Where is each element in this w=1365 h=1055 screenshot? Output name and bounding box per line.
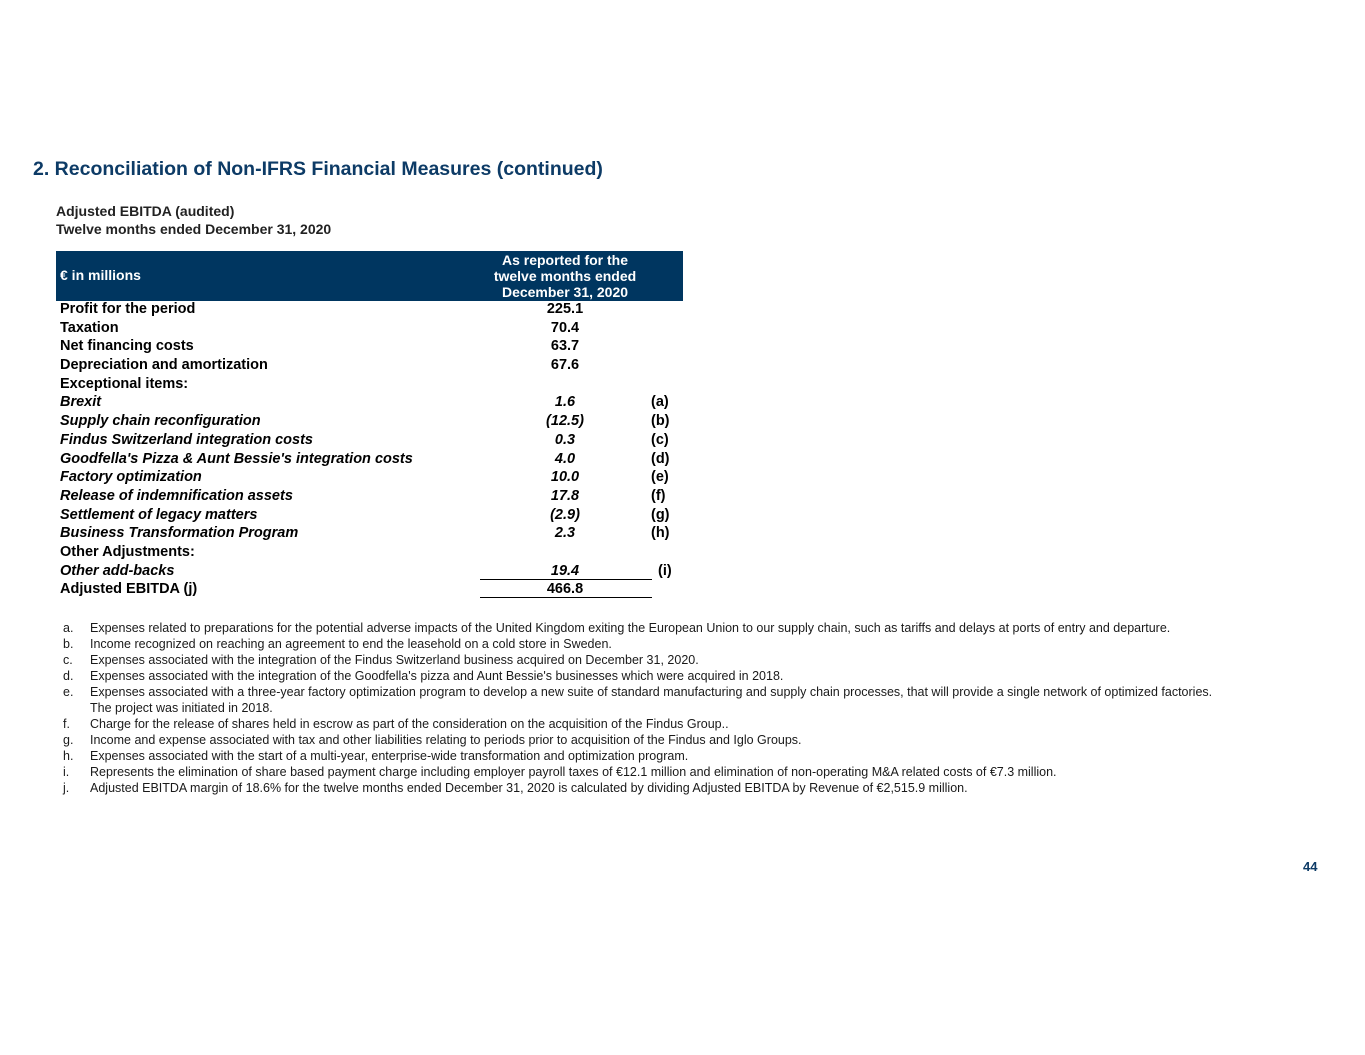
footnote-letter: g.: [63, 733, 74, 747]
footnote: [63, 684, 1233, 716]
table-row: [56, 451, 683, 470]
row-label: Business Transformation Program: [60, 525, 299, 542]
row-value: 2.3: [554, 525, 576, 542]
row-value: (2.9): [550, 506, 580, 523]
footnote-letter: f.: [63, 717, 70, 731]
footnote-text: Represents the elimination of share based payment charge including employer payroll taxes of €12.1 million and elimination of non-operating M&A related costs of €7.3 million.: [90, 765, 1057, 779]
table-row: [56, 488, 683, 507]
row-value: 19.4: [480, 563, 650, 579]
table-period: Twelve months ended December 31, 2020: [56, 221, 332, 237]
footnote-text: Charge for the release of shares held in escrow as part of the consideration on the acquisition of the Findus Group..: [90, 717, 729, 731]
header-column-line: twelve months ended: [493, 268, 637, 284]
page-number: 44: [1303, 859, 1318, 874]
table-row: [56, 469, 683, 488]
footnote: [63, 652, 1233, 668]
row-footnote-ref: (a): [651, 394, 669, 411]
ebitda-table: [56, 251, 683, 600]
header-label: € in millions: [60, 267, 141, 283]
page-title: 2. Reconciliation of Non-IFRS Financial Measures (continued): [33, 158, 603, 180]
header-column: [480, 251, 650, 300]
section-label: Other Adjustments:: [60, 543, 195, 560]
footnote-letter: b.: [63, 637, 74, 651]
table-row: [56, 357, 683, 376]
footnote: [63, 780, 1233, 796]
footnote-letter: c.: [63, 653, 73, 667]
row-footnote-ref: (b): [651, 413, 670, 430]
table-row: [56, 507, 683, 526]
row-label: Brexit: [60, 394, 102, 411]
row-footnote-ref: (d): [651, 450, 670, 467]
footnote-text: Expenses associated with a three-year factory optimization program to develop a new suite of standard manufacturing and supply chain processes, that will provide a single network of optimized factories. The project was initiated in 2018.: [90, 685, 1213, 715]
row-value: 1.6: [554, 394, 576, 411]
footnotes: [63, 620, 1233, 796]
table-row: [56, 320, 683, 339]
table-subtitle: Adjusted EBITDA (audited): [56, 203, 235, 219]
row-label: Factory optimization: [60, 469, 202, 486]
footnote-letter: h.: [63, 749, 74, 763]
table-row: [56, 301, 683, 320]
row-value: 70.4: [550, 319, 580, 336]
row-value: 17.8: [550, 487, 580, 504]
table-row: [56, 394, 683, 413]
footnote-text: Expenses associated with the integration of the Findus Switzerland business acquired on December 31, 2020.: [90, 653, 699, 667]
footnote-text: Income recognized on reaching an agreement to end the leasehold on a cold store in Sweden.: [90, 637, 612, 651]
row-label: Settlement of legacy matters: [60, 506, 258, 523]
footnote-text: Expenses associated with the start of a multi-year, enterprise-wide transformation and optimization program.: [90, 749, 689, 763]
row-footnote-ref: (i): [658, 562, 672, 579]
table-row: [56, 432, 683, 451]
row-value: 0.3: [554, 431, 576, 448]
row-label: Net financing costs: [60, 338, 194, 355]
row-label: Goodfella's Pizza & Aunt Bessie's integration costs: [60, 450, 413, 467]
row-value: 67.6: [550, 357, 580, 374]
row-label: Taxation: [60, 319, 119, 336]
footnote-letter: i.: [63, 765, 70, 779]
table-row: [56, 338, 683, 357]
total-label: Adjusted EBITDA (j): [60, 581, 198, 598]
footnote-text: Income and expense associated with tax and other liabilities relating to periods prior to acquisition of the Findus and Iglo Groups.: [90, 733, 802, 747]
table-section-row: [56, 376, 683, 395]
row-footnote-ref: (h): [651, 525, 670, 542]
table-section-row: [56, 544, 683, 563]
footnote-letter: j.: [63, 781, 70, 795]
header-column-line: December 31, 2020: [501, 284, 629, 300]
table-row: [56, 563, 683, 582]
footnote-letter: d.: [63, 669, 74, 683]
row-label: Release of indemnification assets: [60, 487, 293, 504]
row-value: 10.0: [550, 469, 580, 486]
row-label: Depreciation and amortization: [60, 357, 268, 374]
row-label: Findus Switzerland integration costs: [60, 431, 313, 448]
footnote: [63, 732, 1233, 748]
table-header: [56, 251, 683, 301]
footnote-letter: e.: [63, 685, 74, 699]
footnote-text: Expenses related to preparations for the potential adverse impacts of the United Kingdom exiting the European Union to our supply chain, such as tariffs and delays at ports of entry and departure.: [90, 621, 1171, 635]
table-row: [56, 413, 683, 432]
row-label: Profit for the period: [60, 301, 196, 317]
row-label: Other add-backs: [60, 562, 175, 579]
footnote: [63, 668, 1233, 684]
footnote: [63, 716, 1233, 732]
row-value: 225.1: [546, 301, 584, 317]
row-value: 4.0: [554, 450, 576, 467]
footnote: [63, 636, 1233, 652]
row-label: Supply chain reconfiguration: [60, 413, 261, 430]
row-footnote-ref: (g): [651, 506, 670, 523]
section-label: Exceptional items:: [60, 375, 189, 392]
row-value: (12.5): [546, 413, 584, 430]
total-value: 466.8: [480, 581, 650, 597]
footnote-letter: a.: [63, 621, 74, 635]
row-footnote-ref: (e): [651, 469, 669, 486]
footnote: [63, 620, 1233, 636]
footnote-text: Expenses associated with the integration of the Goodfella's pizza and Aunt Bessie's businesses which were acquired in 2018.: [90, 669, 784, 683]
footnote: [63, 748, 1233, 764]
footnote: [63, 764, 1233, 780]
row-footnote-ref: (c): [651, 431, 669, 448]
row-value: 63.7: [550, 338, 580, 355]
table-row: [56, 525, 683, 544]
row-footnote-ref: (f): [651, 487, 666, 504]
footnote-text: Adjusted EBITDA margin of 18.6% for the twelve months ended December 31, 2020 is calculated by dividing Adjusted EBITDA by Revenue of €2,515.9 million.: [90, 781, 968, 795]
table-total-row: [56, 581, 683, 600]
header-column-line: As reported for the: [501, 252, 628, 268]
